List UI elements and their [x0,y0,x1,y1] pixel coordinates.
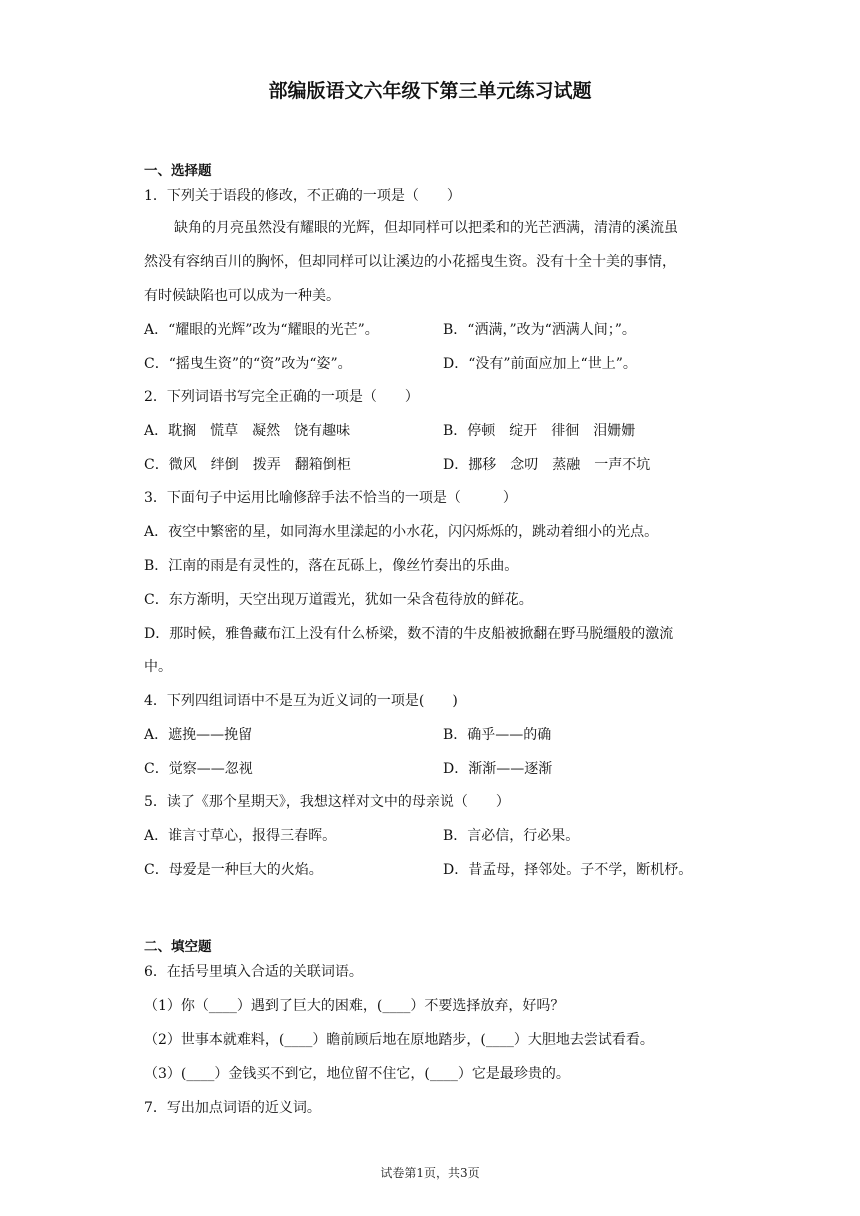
question-7-stem: 7．写出加点词语的近义词。 [144,1100,321,1116]
question-3-option-c: C．东方渐明，天空出现万道霞光，犹如一朵含苞待放的鲜花。 [144,592,533,608]
question-4-option-d: D．渐渐——逐渐 [443,761,553,777]
page-title: 部编版语文六年级下第三单元练习试题 [268,80,592,102]
question-3-option-d-cont: 中。 [144,659,172,675]
question-1-option-b: B．“洒满，”改为“洒满人间；”。 [443,322,636,338]
question-1-stem: 1．下列关于语段的修改，不正确的一项是（ ） [144,188,461,204]
question-1-option-d: D．“没有”前面应加上“世上”。 [443,356,637,372]
question-1-option-c: C．“摇曳生资”的“资”改为“姿”。 [144,356,352,372]
question-5-option-c: C．母爱是一种巨大的火焰。 [144,862,323,878]
question-3-stem: 3．下面句子中运用比喻修辞手法不恰当的一项是（ ） [144,490,517,506]
question-6-line-1: （1）你（____）遇到了巨大的困难，(____）不要选择放弃，好吗？ [144,998,565,1014]
question-1-passage-line-1: 缺角的月亮虽然没有耀眼的光辉，但却同样可以把柔和的光芒洒满，清清的溪流虽 [174,220,678,236]
question-1-passage-line-3: 有时候缺陷也可以成为一种美。 [144,288,340,304]
question-3-option-d: D．那时候，雅鲁藏布江上没有什么桥梁，数不清的牛皮船被掀翻在野马脱缰般的激流 [144,626,674,642]
page-footer: 试卷第1页，共3页 [380,1166,480,1180]
question-3-option-b: B．江南的雨是有灵性的，落在瓦砾上，像丝竹奏出的乐曲。 [144,558,519,574]
question-5-option-a: A．谁言寸草心，报得三春晖。 [144,828,337,844]
question-5-option-d: D．昔孟母，择邻处。子不学，断机杼。 [443,862,693,878]
question-4-option-b: B．确乎——的确 [443,727,552,743]
section-heading-choice: 一、选择题 [144,163,212,179]
question-2-option-d: D．挪移 念叨 蒸融 一声不坑 [443,457,651,473]
question-1-option-a: A．“耀眼的光辉”改为“耀眼的光芒”。 [144,322,379,338]
question-6-stem: 6．在括号里填入合适的关联词语。 [144,964,363,980]
question-5-option-b: B．言必信，行必果。 [443,828,580,844]
question-4-option-a: A．遮挽——挽留 [144,727,253,743]
question-6-line-2: （2）世事本就难料，(____）瞻前顾后地在原地踏步，(____）大胆地去尝试看看。 [144,1032,654,1048]
question-4-stem: 4．下列四组词语中不是互为近义词的一项是( ) [144,693,458,709]
question-2-option-c: C．微风 绊倒 拨弄 翻箱倒柜 [144,457,351,473]
question-2-stem: 2．下列词语书写完全正确的一项是（ ） [144,389,419,405]
question-2-option-b: B．停顿 绽开 徘徊 泪姗姗 [443,423,636,439]
question-6-line-3: （3）(____）金钱买不到它，地位留不住它，(____）它是最珍贵的。 [144,1066,570,1082]
section-heading-fill: 二、填空题 [144,939,212,955]
question-4-option-c: C．觉察——忽视 [144,761,253,777]
question-1-passage-line-2: 然没有容纳百川的胸怀，但却同样可以让溪边的小花摇曳生资。没有十全十美的事情， [144,254,676,270]
question-3-option-a: A．夜空中繁密的星，如同海水里漾起的小水花，闪闪烁烁的，跳动着细小的光点。 [144,524,659,540]
question-5-stem: 5．读了《那个星期天》，我想这样对文中的母亲说（ ） [144,794,510,810]
question-2-option-a: A．耽搁 慌草 凝然 饶有趣味 [144,423,351,439]
